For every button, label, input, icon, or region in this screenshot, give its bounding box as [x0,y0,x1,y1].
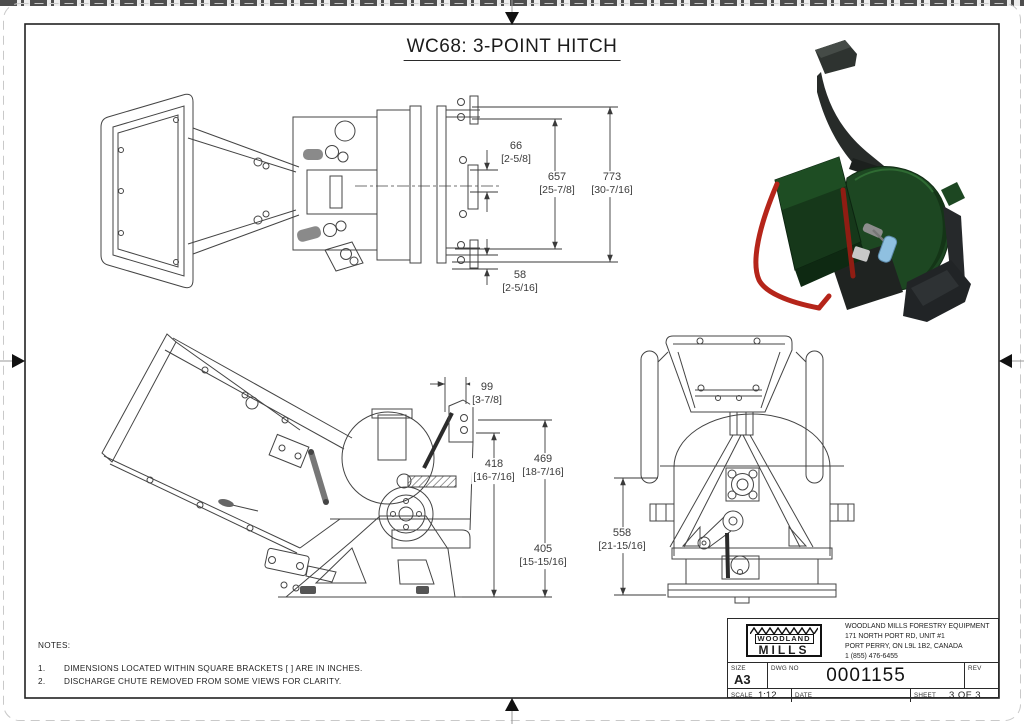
centering-mark-right [999,354,1012,368]
sheet-number-value: 3 OF 3 [949,690,982,701]
centering-mark-top [505,12,519,25]
woodland-mills-logo [746,624,822,657]
centering-mark-bottom [505,698,519,711]
sawblade-zigzag-icon [750,627,818,634]
top-view-drawing [101,94,500,287]
dim-label-418: 418 [16-7/16] [473,458,515,484]
notes-section [38,641,458,690]
notes-heading: NOTES: [38,641,71,650]
page-title: WC68: 3-POINT HITCH [404,36,621,61]
logo-text-woodland: WOODLAND [755,634,814,644]
note-item: 1. DIMENSIONS LOCATED WITHIN SQUARE BRACKETS [ ] ARE IN INCHES. [38,664,363,673]
dim-label-469: 469 [18-7/16] [522,453,564,479]
company-address [840,619,998,662]
dim-label-99: 99 [3-7/8] [472,381,502,407]
title-block-bottom-row [728,689,998,702]
company-name: WOODLAND MILLS FORESTRY EQUIPMENT [845,623,990,630]
title-block [727,618,999,701]
size-cell: SIZE A3 [728,663,768,688]
sheet-size-value: A3 [734,672,751,687]
date-cell: DATE [792,689,911,702]
rev-cell: REV [968,665,982,672]
dim-label-405: 405 [15-15/16] [519,543,567,569]
logo-text-mills: MILLS [758,643,810,658]
dim-label-657: 657 [25-7/8] [539,171,575,197]
address-line-1: 171 NORTH PORT RD, UNIT #1 [845,633,945,640]
dim-label-58: 58 [2-5/16] [502,269,538,295]
drawing-number-value: 0001155 [826,665,906,686]
centering-mark-left [12,354,25,368]
title-block-header-row [728,619,998,663]
phone-number: 1 (855) 476-6455 [845,653,898,660]
scale-cell: SCALE 1:12 [728,689,792,702]
title-block-mid-row [728,663,998,689]
logo-cell [728,619,840,662]
3d-render-chipper [735,30,975,330]
dwg-no-cell: DWG NO 0001155 [768,663,965,688]
scale-value: 1:12 [758,690,777,701]
sheet-cell: SHEET 3 OF 3 [914,690,982,701]
dim-label-66: 66 [2-5/8] [501,140,531,166]
dim-label-773: 773 [30-7/16] [591,171,633,197]
side-view-drawing [102,334,473,597]
dim-label-558: 558 [21-15/16] [598,527,646,553]
note-item: 2. DISCHARGE CHUTE REMOVED FROM SOME VIEWS FOR CLARITY. [38,677,342,686]
address-line-2: PORT PERRY, ON L9L 1B2, CANADA [845,643,963,650]
rear-view-drawing [641,336,854,603]
